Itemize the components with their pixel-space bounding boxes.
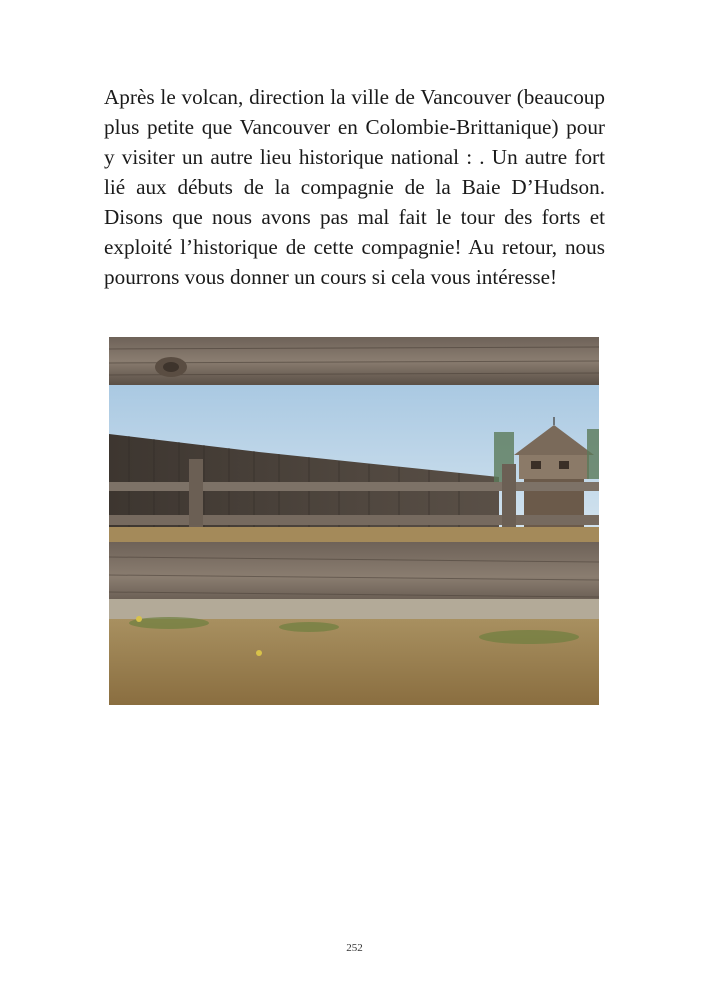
body-paragraph: Après le volcan, direction la ville de Vancouver (beaucoup plus petite que Vancouver en Colombie-Brittanique) pour y visiter un autre lieu historique national : . Un autre fort lié aux débuts de la compagnie de la Baie D’Hudson. Disons que nous avons pas mal fait le tour des forts et exploité l’historique de cette compagnie! Au retour, nous pourrons vous donner un cours si cela vous intéresse! <box>104 85 605 289</box>
fort-photo <box>109 337 599 705</box>
page-number: 252 <box>346 942 363 954</box>
